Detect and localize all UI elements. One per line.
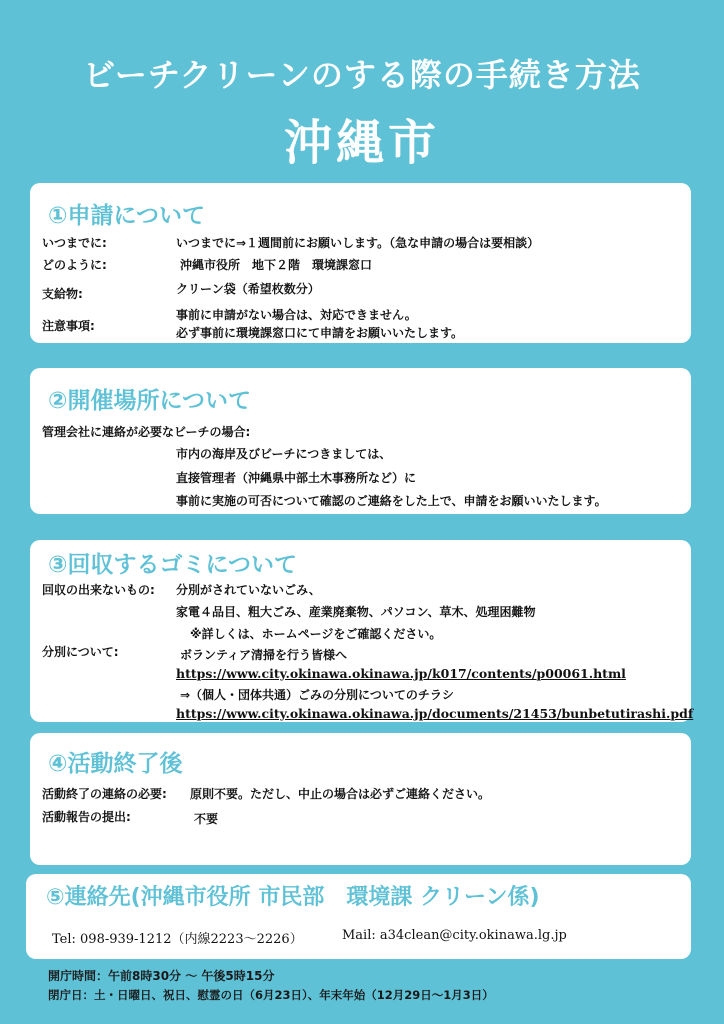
- body-line: 分別がされていないごみ、: [176, 583, 321, 597]
- body-line: 家電４品目、粗大ごみ、産業廃棄物、パソコン、草木、処理困難物: [176, 605, 536, 619]
- body-line: 事前に実施の可否について確認のご連絡をした上で、申請をお願いいたします。: [176, 494, 607, 508]
- body-line: 市内の海岸及びビーチにつきましては、: [176, 447, 392, 461]
- row-value: 不要: [194, 812, 219, 826]
- body-line: ※詳しくは、ホームページをご確認ください。: [190, 627, 442, 641]
- row-value: クリーン袋（希望枚数分）: [176, 282, 320, 296]
- label-uncollectable: 回収の出来ないもの:: [42, 583, 155, 597]
- city-title: 沖縄市: [283, 115, 440, 171]
- section-heading: ②開催場所について: [48, 388, 252, 414]
- row-label: いつまでに:: [42, 236, 107, 250]
- row-value: 事前に申請がない場合は、対応できません。: [176, 308, 417, 322]
- row-label: どのように:: [42, 258, 107, 272]
- body-line: ボランティア清掃を行う皆様へ: [180, 648, 348, 662]
- tel-text: Tel: 098-939-1212（内線2223〜2226）: [52, 932, 303, 947]
- section-heading: ③回収するゴミについて: [48, 552, 298, 578]
- section-garbage: [30, 540, 694, 722]
- intro-text: 管理会社に連絡が必要なビーチの場合:: [42, 425, 251, 439]
- office-hours: 開庁時間：午前8時30分 〜 午後5時15分: [48, 969, 275, 983]
- label-sorting: 分別について:: [42, 645, 119, 659]
- page-title: ビーチクリーンのする際の手続き方法: [83, 56, 641, 94]
- row-value: 沖縄市役所 地下２階 環境課窓口: [180, 258, 373, 272]
- body-line: 直接管理者（沖縄県中部土木事務所など）に: [176, 471, 417, 485]
- flyer-link[interactable]: https://www.city.okinawa.okinawa.jp/documents/21453/bunbetutirashi.pdf: [176, 706, 694, 721]
- volunteer-link[interactable]: https://www.city.okinawa.okinawa.jp/k017/contents/p00061.html: [176, 666, 626, 681]
- row-label: 注意事項:: [42, 319, 95, 333]
- row-label: 支給物:: [42, 287, 83, 301]
- section-heading: ①申請について: [48, 203, 206, 229]
- body-line: ⇒（個人・団体共通）ごみの分別についてのチラシ: [180, 688, 454, 702]
- section-location: [30, 368, 691, 514]
- row-value: 原則不要。ただし、中止の場合は必ずご連絡ください。: [190, 787, 491, 801]
- row-value: いつまでに⇒１週間前にお願いします。（急な申請の場合は要相談）: [176, 236, 540, 250]
- closed-days: 閉庁日：土・日曜日、祝日、慰霊の日（6月23日）、年末年始（12月29日〜1月3日）: [48, 988, 494, 1002]
- section-after-activity: [30, 733, 691, 865]
- section-application: [30, 183, 691, 343]
- section-heading: ④活動終了後: [48, 751, 183, 777]
- row-label: 活動終了の連絡の必要:: [42, 787, 167, 801]
- section-contact: [26, 874, 691, 959]
- row-value-line2: 必ず事前に環境課窓口にて申請をお願いいたします。: [176, 326, 464, 340]
- mail-text: Mail: a34clean@city.okinawa.lg.jp: [342, 928, 567, 943]
- row-label: 活動報告の提出:: [42, 810, 131, 824]
- section-heading: ⑤連絡先(沖縄市役所 市民部 環境課 クリーン係): [46, 885, 540, 910]
